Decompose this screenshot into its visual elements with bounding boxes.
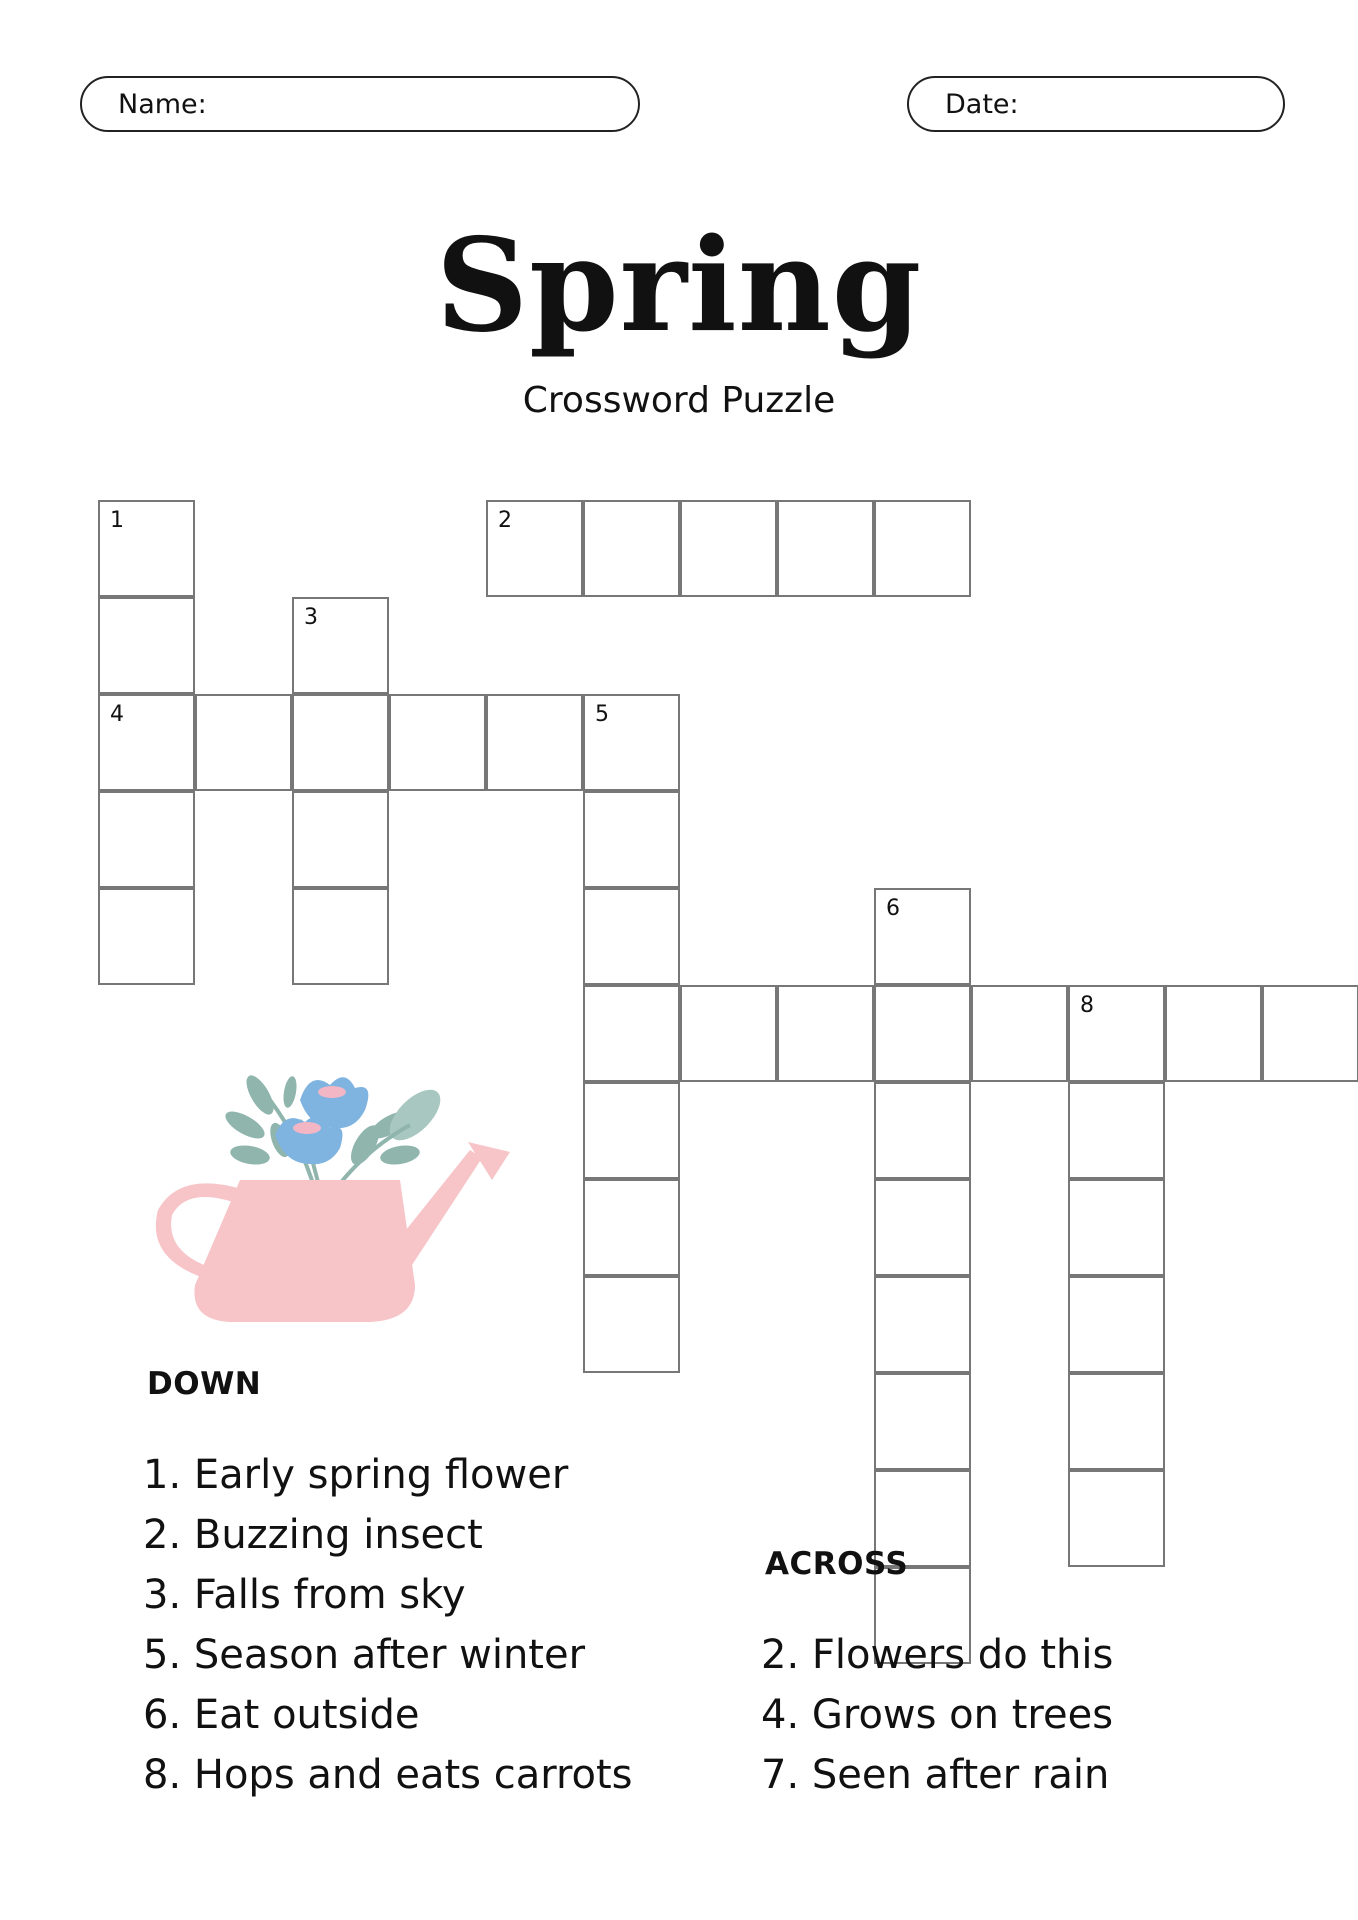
clue-down-3: 3. Falls from sky: [143, 1572, 466, 1618]
crossword-cell[interactable]: [874, 888, 971, 985]
date-label: Date:: [945, 88, 1019, 120]
crossword-cell[interactable]: [98, 500, 195, 597]
crossword-cell[interactable]: [874, 985, 971, 1082]
crossword-cell[interactable]: [874, 1082, 971, 1179]
down-heading: DOWN: [147, 1366, 262, 1402]
clue-down-5: 5. Season after winter: [143, 1632, 586, 1678]
clue-down-6: 6. Eat outside: [143, 1692, 420, 1738]
across-clue-list: [761, 1625, 1113, 1805]
crossword-cell[interactable]: [1262, 985, 1358, 1082]
crossword-cell[interactable]: [1068, 1082, 1165, 1179]
crossword-cell[interactable]: [777, 985, 874, 1082]
crossword-cell[interactable]: [486, 500, 583, 597]
crossword-cell[interactable]: [1068, 985, 1165, 1082]
clue-down-1: 1. Early spring flower: [143, 1452, 569, 1498]
crossword-cell[interactable]: [680, 985, 777, 1082]
crossword-cell[interactable]: [292, 694, 389, 791]
down-clue-list: [143, 1445, 633, 1805]
crossword-cell[interactable]: [389, 694, 486, 791]
cell-number: 4: [110, 702, 124, 727]
crossword-cell[interactable]: [874, 1373, 971, 1470]
crossword-cell[interactable]: [98, 694, 195, 791]
watering-can-with-flowers-icon: [150, 1030, 530, 1350]
crossword-cell[interactable]: [583, 985, 680, 1082]
crossword-cell[interactable]: [583, 500, 680, 597]
crossword-cell[interactable]: [1068, 1470, 1165, 1567]
cell-number: 5: [595, 702, 609, 727]
cell-number: 3: [304, 605, 318, 630]
crossword-cell[interactable]: [292, 791, 389, 888]
crossword-cell[interactable]: [98, 597, 195, 694]
cell-number: 6: [886, 896, 900, 921]
crossword-cell[interactable]: [486, 694, 583, 791]
crossword-cell[interactable]: [1165, 985, 1262, 1082]
clue-across-7: 7. Seen after rain: [761, 1752, 1110, 1798]
crossword-cell[interactable]: [195, 694, 292, 791]
crossword-cell[interactable]: [1068, 1276, 1165, 1373]
cell-number: 8: [1080, 993, 1094, 1018]
crossword-cell[interactable]: [777, 500, 874, 597]
crossword-cell[interactable]: [583, 888, 680, 985]
crossword-cell[interactable]: [1068, 1179, 1165, 1276]
crossword-cell[interactable]: [292, 888, 389, 985]
page-subtitle: Crossword Puzzle: [522, 380, 836, 421]
crossword-cell[interactable]: [583, 1082, 680, 1179]
clue-down-8: 8. Hops and eats carrots: [143, 1752, 633, 1798]
cell-number: 1: [110, 508, 124, 533]
clue-down-2: 2. Buzzing insect: [143, 1512, 483, 1558]
clue-across-4: 4. Grows on trees: [761, 1692, 1114, 1738]
cell-number: 2: [498, 508, 512, 533]
crossword-cell[interactable]: [874, 500, 971, 597]
crossword-cell[interactable]: [583, 1276, 680, 1373]
page-title: Spring: [435, 211, 923, 361]
crossword-cell[interactable]: [98, 888, 195, 985]
name-label: Name:: [118, 88, 207, 120]
crossword-cell[interactable]: [1068, 1373, 1165, 1470]
crossword-cell[interactable]: [292, 597, 389, 694]
crossword-cell[interactable]: [583, 1179, 680, 1276]
crossword-cell[interactable]: [971, 985, 1068, 1082]
crossword-cell[interactable]: [583, 791, 680, 888]
crossword-cell[interactable]: [874, 1179, 971, 1276]
clue-across-2: 2. Flowers do this: [761, 1632, 1114, 1678]
crossword-cell[interactable]: [680, 500, 777, 597]
crossword-cell[interactable]: [98, 791, 195, 888]
crossword-cell[interactable]: [583, 694, 680, 791]
across-heading: ACROSS: [765, 1546, 909, 1582]
crossword-cell[interactable]: [874, 1276, 971, 1373]
